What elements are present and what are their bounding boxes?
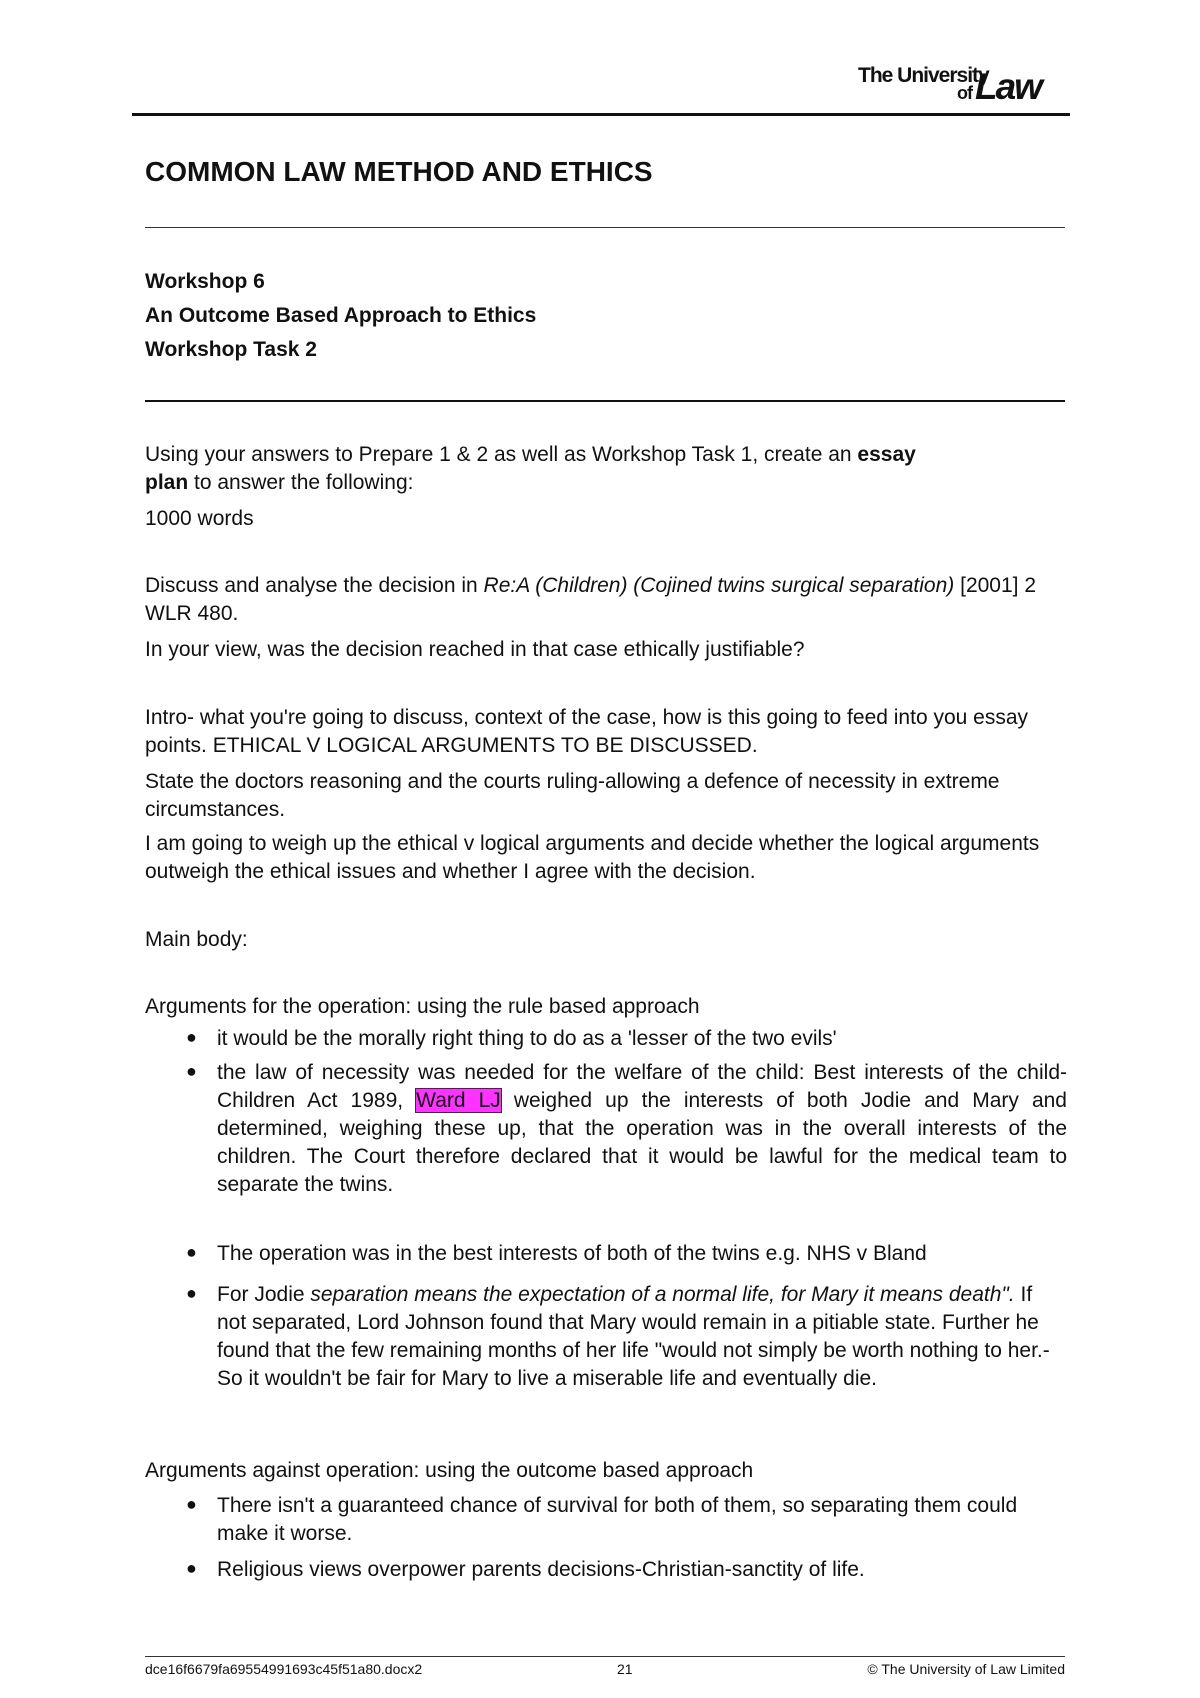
instruction-text: Using your answers to Prepare 1 & 2 as well as Workshop Task 1, create an <box>145 443 858 466</box>
for-bullet-2-text: the law of necessity was needed for the welfare of the child: Best interests of the child-Children Act 1989, <box>217 1061 1067 1112</box>
bullet-icon: ● <box>186 1061 197 1081</box>
footer-copyright: © The University of Law Limited <box>867 1661 1065 1677</box>
bullet-icon: ● <box>186 1242 197 1262</box>
bullet-icon: ● <box>186 1027 197 1047</box>
task-instructions <box>145 441 1067 497</box>
for-bullet-2 <box>217 1059 1067 1199</box>
title-divider <box>145 227 1065 228</box>
against-heading: Arguments against operation: using the outcome based approach <box>145 1459 754 1482</box>
footer-rule <box>145 1656 1065 1657</box>
heading-divider <box>145 400 1065 402</box>
workshop-number: Workshop 6 <box>145 270 265 293</box>
case-citation: Re:A (Children) (Cojined twins surgical separation) <box>483 574 955 597</box>
highlighted-judge: Ward LJ <box>416 1089 501 1112</box>
question-text: Discuss and analyse the decision in <box>145 574 484 597</box>
footer-page-number: 21 <box>617 1661 633 1677</box>
for-bullet-3: The operation was in the best interests of both of the twins e.g. NHS v Bland <box>217 1242 927 1265</box>
for-bullet-1: it would be the morally right thing to do as a 'lesser of the two evils' <box>217 1027 837 1050</box>
header-rule <box>132 113 1070 116</box>
against-bullet-1: There isn't a guaranteed chance of survival for both of them, so separating them could make it worse. <box>217 1494 1018 1545</box>
for-bullet-4 <box>217 1281 1057 1393</box>
main-body-label: Main body: <box>145 928 248 951</box>
instruction-text-end: to answer the following: <box>188 471 414 494</box>
document-title: COMMON LAW METHOD AND ETHICS <box>145 156 653 187</box>
for-bullet-4-text: For Jodie <box>217 1283 311 1306</box>
essay-question <box>145 572 1067 628</box>
bullet-icon: ● <box>186 1558 197 1578</box>
workshop-task: Workshop Task 2 <box>145 338 317 361</box>
footer-filename: dce16f6679fa69554991693c45f51a80.docx2 <box>145 1661 423 1677</box>
for-bullet-4-quote: separation means the expectation of a normal life, for Mary it means death". <box>310 1283 1015 1306</box>
bullet-icon: ● <box>186 1494 197 1514</box>
bullet-icon: ● <box>186 1283 197 1303</box>
intro-plan-1: Intro- what you're going to discuss, context of the case, how is this going to feed into you essay points. ETHICAL V LOGICAL ARGUMENTS TO BE DISCUSSED. <box>145 706 1029 757</box>
logo-line-university: The University <box>858 64 989 87</box>
logo-line-of: of <box>957 83 972 103</box>
question-line-2: In your view, was the decision reached in that case ethically justifiable? <box>145 638 805 661</box>
workshop-topic: An Outcome Based Approach to Ethics <box>145 304 537 327</box>
intro-plan-3: I am going to weigh up the ethical v logical arguments and decide whether the logical arguments outweigh the ethical issues and whether I agree with the decision. <box>145 832 1040 883</box>
for-bullet-4-text-end: If not separated, Lord Johnson found that Mary would remain in a pitiable state. Further he found that the few remaining months of her life "would not simply be worth nothing to her.- So it wouldn't be fair for Mary to live a miserable life and eventually die. <box>217 1283 1050 1390</box>
instruction-bold-essay: essay <box>857 443 916 466</box>
against-bullet-2: Religious views overpower parents decisions-Christian-sanctity of life. <box>217 1558 865 1581</box>
instruction-bold-plan: plan <box>145 471 189 494</box>
intro-plan-2: State the doctors reasoning and the courts ruling-allowing a defence of necessity in extreme circumstances. <box>145 770 1000 821</box>
university-logo <box>858 64 1058 108</box>
word-count: 1000 words <box>145 507 254 530</box>
for-bullet-2-text-end: weighed up the interests of both Jodie and Mary and determined, weighing these up, that the operation was in the overall interests of the children. The Court therefore declared that it would be lawful for the medical team to separate the twins. <box>217 1089 1067 1196</box>
case-reference: [2001] 2 WLR 480. <box>145 574 1037 625</box>
logo-line-law: Law <box>975 66 1041 107</box>
for-heading: Arguments for the operation: using the rule based approach <box>145 995 700 1018</box>
